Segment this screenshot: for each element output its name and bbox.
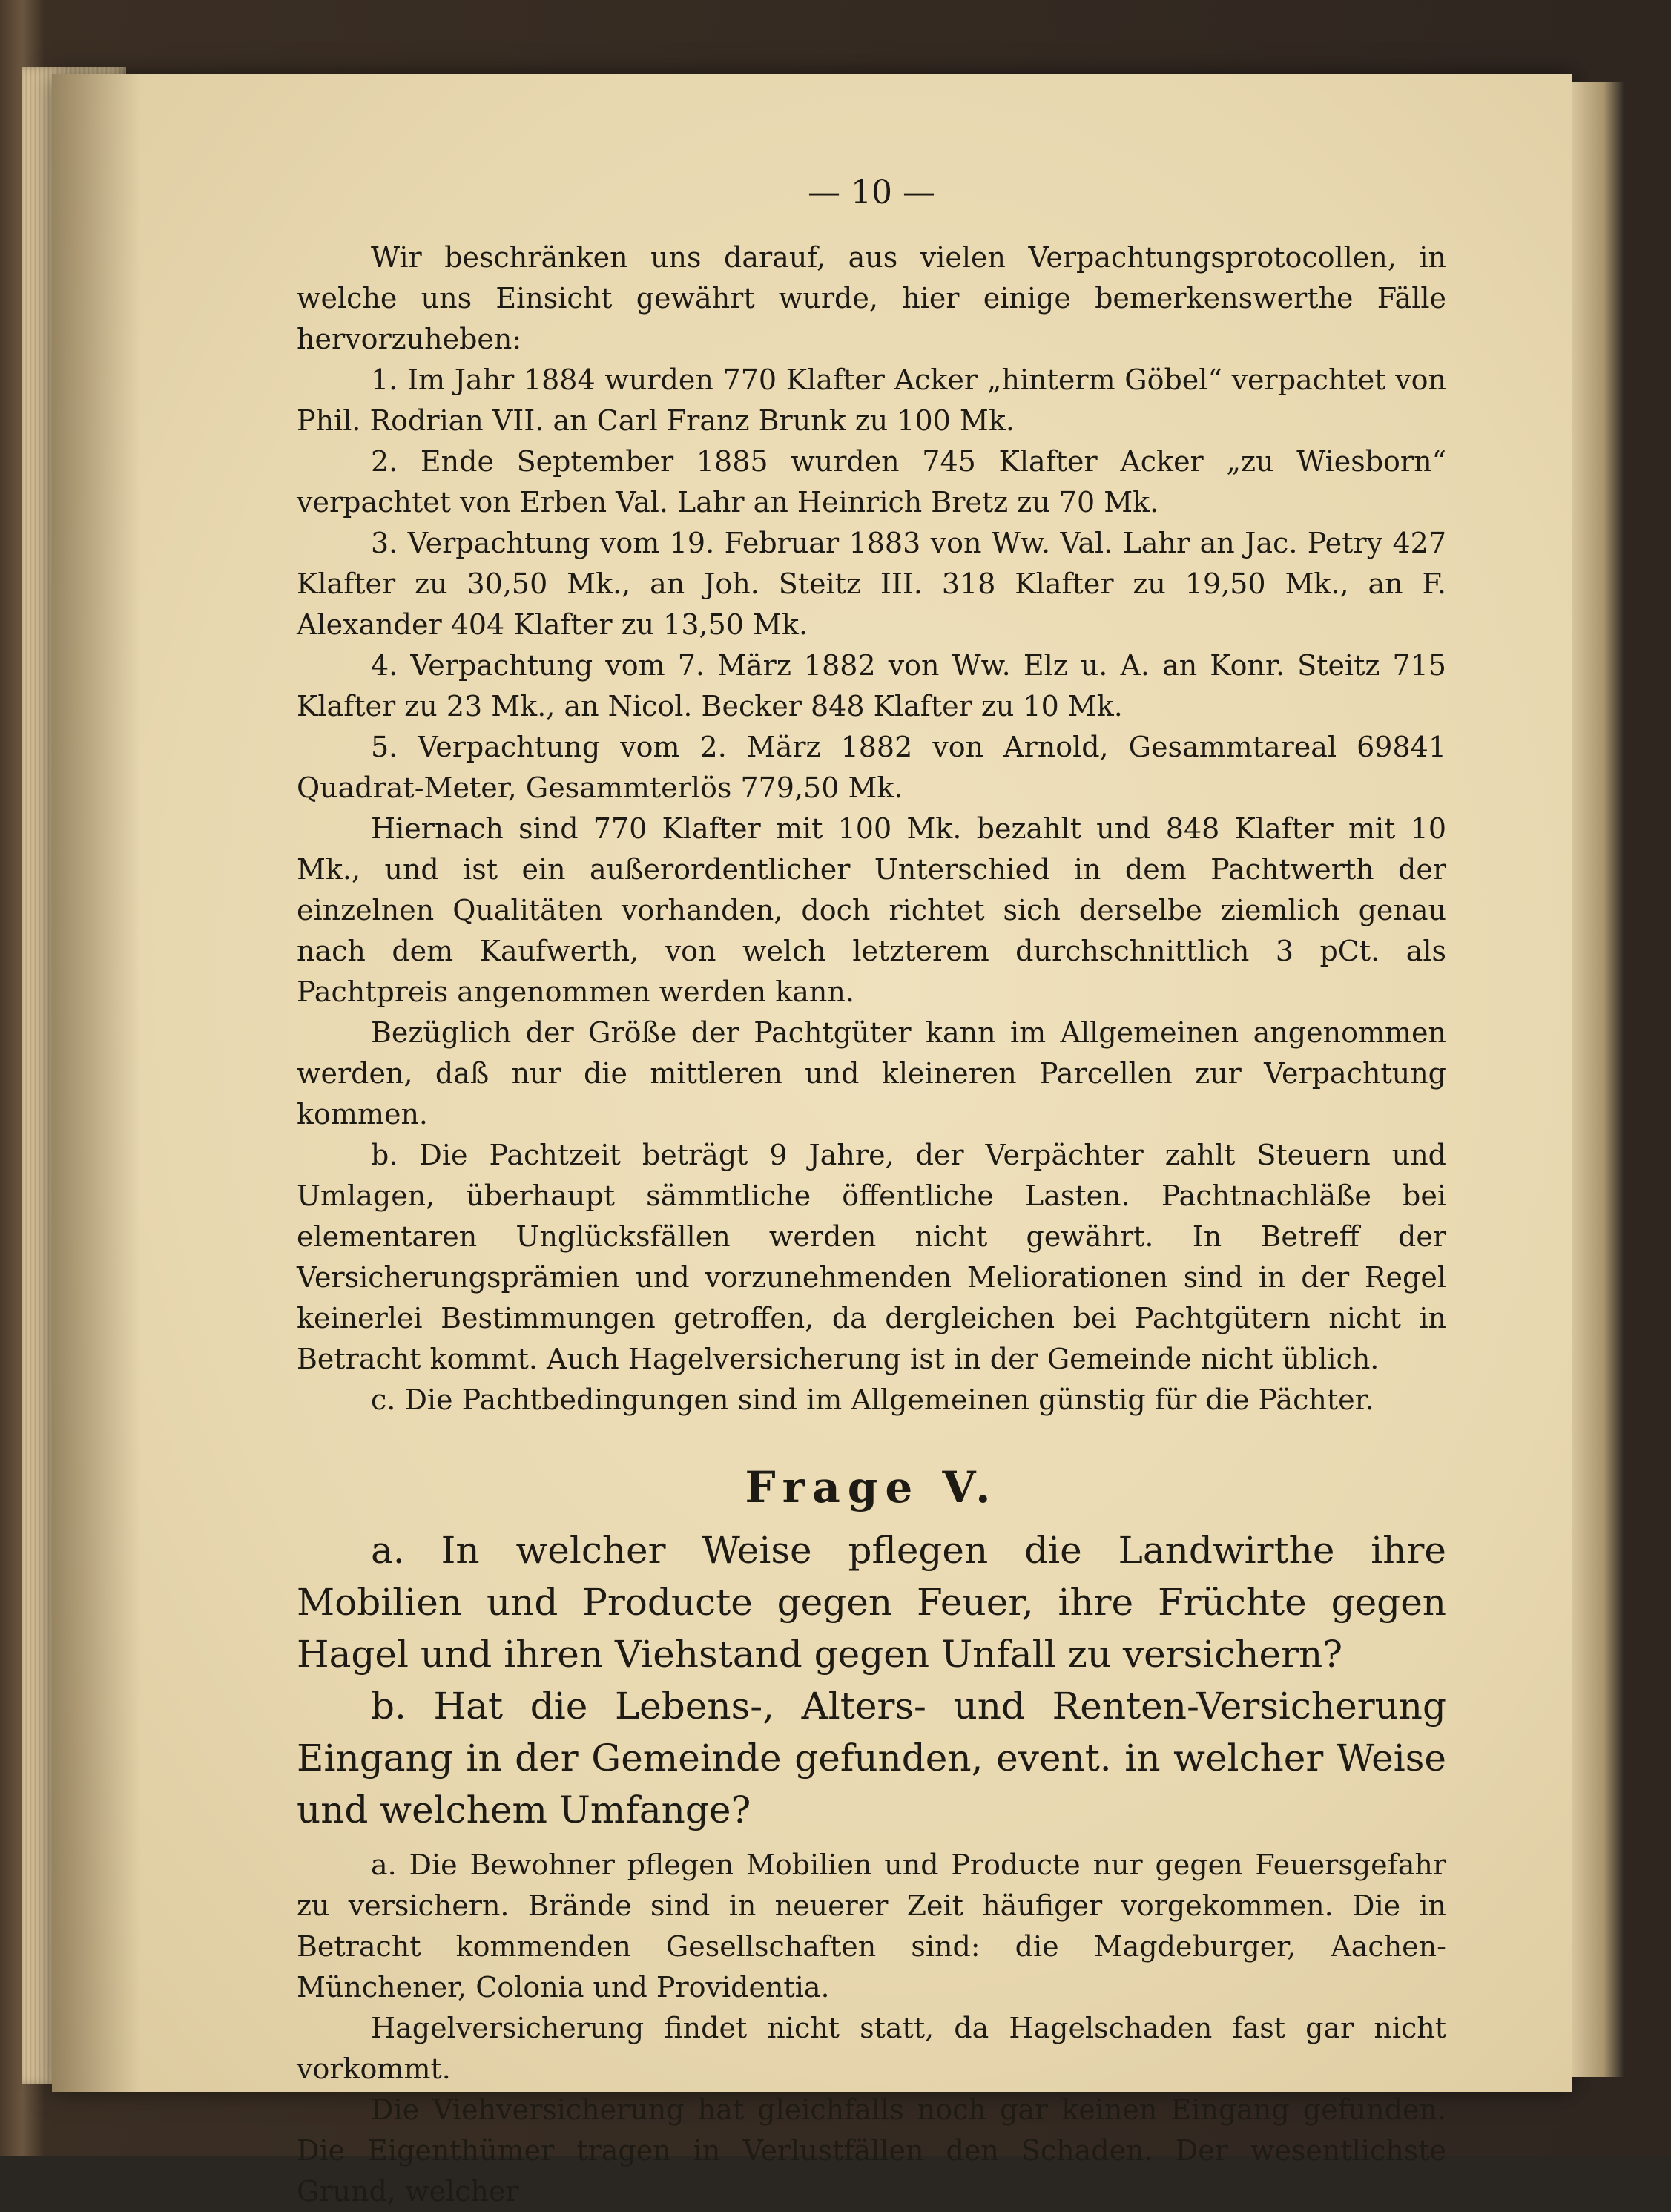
- list-item: 4. Verpachtung vom 7. März 1882 von Ww. Elz u. A. an Konr. Steitz 715 Klafter zu 23 Mk., an Nicol. Becker 848 Klafter zu 10 Mk.: [297, 649, 1446, 722]
- paragraph-hagel: Hagelversicherung findet nicht statt, da Hagelschaden fast gar nicht vorkommt.: [297, 2012, 1446, 2085]
- paragraph-hiernach: Hiernach sind 770 Klafter mit 100 Mk. bezahlt und 848 Klafter mit 10 Mk., und ist ein außerordentlicher Unterschied in dem Pachtwerth der einzelnen Qualitäten vorhanden, doch richtet sich derselbe ziemlich genau nach dem Kaufwerth, von welch letzterem durchschnittlich 3 pCt. als Pachtpreis angenommen werden kann.: [297, 812, 1446, 1008]
- question-b: b. Hat die Lebens-, Alters- und Renten-Versicherung Eingang in der Gemeinde gefunden, event. in welcher Weise und welchem Umfange?: [297, 1685, 1446, 1831]
- question-a: a. In welcher Weise pflegen die Landwirthe ihre Mobilien und Producte gegen Feuer, ihre Früchte gegen Hagel und ihren Viehstand gegen Unfall zu versichern?: [297, 1529, 1446, 1676]
- intro-paragraph: Wir beschränken uns darauf, aus vielen Verpachtungsprotocollen, in welche uns Einsicht gewährt wurde, hier einige bemerkenswerthe Fälle hervorzuheben:: [297, 241, 1446, 355]
- paragraph-vieh: Die Viehversicherung hat gleichfalls noch gar keinen Eingang gefunden. Die Eigenthümer tragen in Verlustfällen den Schaden. Der wesentlichste Grund, welcher: [297, 2093, 1446, 2208]
- paragraph-c: c. Die Pachtbedingungen sind im Allgemeinen günstig für die Pächter.: [371, 1383, 1374, 1416]
- list-item: 2. Ende September 1885 wurden 745 Klafter Acker „zu Wiesborn“ verpachtet von Erben Val. Lahr an Heinrich Bretz zu 70 Mk.: [297, 445, 1446, 519]
- paragraph-b: b. Die Pachtzeit beträgt 9 Jahre, der Verpächter zahlt Steuern und Umlagen, überhaupt sämmtliche öffentliche Lasten. Pachtnachläße bei elementaren Unglücksfällen werden nicht gewährt. In Betreff der Versicherungsprämien und vorzunehmenden Meliorationen sind in der Regel keinerlei Bestimmungen getroffen, da dergleichen bei Pachtgütern nicht in Betracht kommt. Auch Hagelversicherung ist in der Gemeinde nicht üblich.: [297, 1139, 1446, 1375]
- page-text: [297, 163, 1446, 2208]
- page-edge: [1572, 82, 1624, 2077]
- list-item: 1. Im Jahr 1884 wurden 770 Klafter Acker „hinterm Göbel“ verpachtet von Phil. Rodrian VII. an Carl Franz Brunk zu 100 Mk.: [297, 363, 1446, 437]
- list-item: 3. Verpachtung vom 19. Februar 1883 von Ww. Val. Lahr an Jac. Petry 427 Klafter zu 30,50 Mk., an Joh. Steitz III. 318 Klafter zu 19,50 Mk., an F. Alexander 404 Klafter zu 13,50 Mk.: [297, 527, 1446, 641]
- answer-a: a. Die Bewohner pflegen Mobilien und Producte nur gegen Feuersgefahr zu versichern. Brände sind in neuerer Zeit häufiger vorgekommen. Die in Betracht kommenden Gesellschaften sind: die Magdeburger, Aachen-Münchener, Colonia und Providentia.: [297, 1849, 1446, 2004]
- paragraph-bezueglich: Bezüglich der Größe der Pachtgüter kann im Allgemeinen angenommen werden, daß nur die mittleren und kleineren Parcellen zur Verpachtung kommen.: [297, 1016, 1446, 1130]
- page-number: — 10 —: [808, 174, 935, 211]
- list-item: 5. Verpachtung vom 2. März 1882 von Arnold, Gesammtareal 69841 Quadrat-Meter, Gesammterlös 779,50 Mk.: [297, 731, 1446, 804]
- gutter-shadow: [52, 74, 141, 2092]
- section-heading: Frage V.: [745, 1462, 998, 1512]
